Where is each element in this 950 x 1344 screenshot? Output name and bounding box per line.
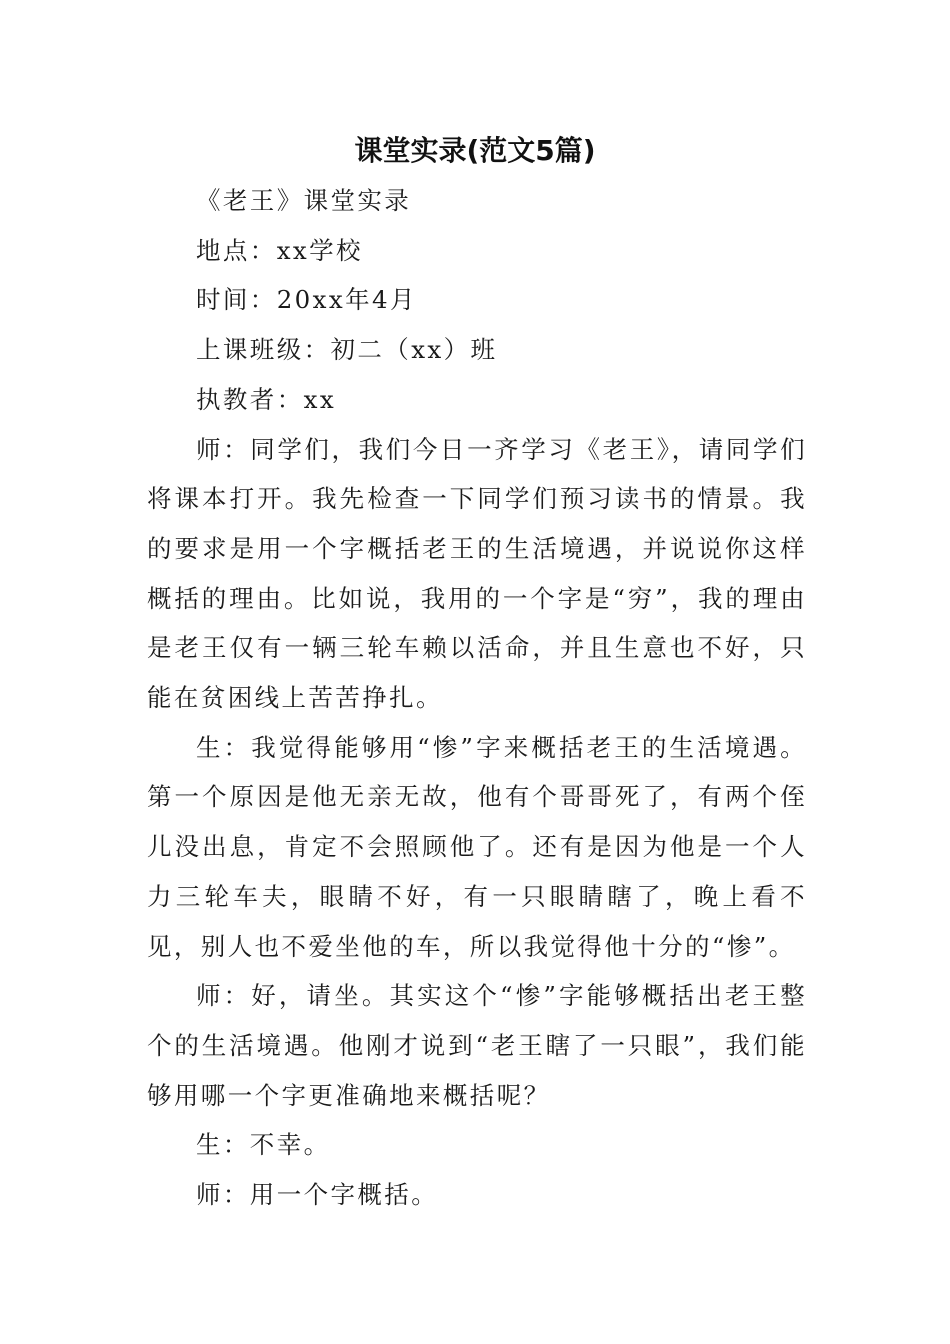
time-line: 时间：20xx年4月 bbox=[196, 285, 417, 315]
location-line: 地点：xx学校 bbox=[196, 235, 363, 265]
dialogue-paragraph: 生：我觉得能够用“惨”字来概括老王的生活境遇。第一个原因是他无亲无故，他有个哥哥死了，有两个侄儿没出息，肯定不会照顾他了。还有是因为他是一个人力三轮车夫，眼睛不好，有一只眼睛瞎了，晚上看不见，别人也不爱坐他的车，所以我觉得他十分的“惨”。 bbox=[147, 732, 807, 961]
dialogue-paragraph: 生：不幸。 bbox=[196, 1130, 331, 1160]
class-line: 上课班级：初二（xx）班 bbox=[196, 335, 498, 365]
document-title: 课堂实录(范文5篇) bbox=[354, 134, 596, 167]
document-body bbox=[147, 176, 807, 1220]
dialogue-paragraph: 师：好，请坐。其实这个“惨”字能够概括出老王整个的生活境遇。他刚才说到“老王瞎了一只眼”，我们能够用哪一个字更准确地来概括呢？ bbox=[147, 981, 807, 1110]
dialogue-paragraph: 师：同学们，我们今日一齐学习《老王》，请同学们将课本打开。我先检查一下同学们预习读书的情景。我的要求是用一个字概括老王的生活境遇，并说说你这样概括的理由。比如说，我用的一个字是“穷”，我的理由是老王仅有一辆三轮车赖以活命，并且生意也不好，只能在贫困线上苦苦挣扎。 bbox=[147, 434, 807, 713]
teacher-line: 执教者：xx bbox=[196, 384, 337, 414]
lesson-heading: 《老王》课堂实录 bbox=[196, 186, 412, 215]
dialogue-paragraph: 师：用一个字概括。 bbox=[196, 1180, 439, 1210]
